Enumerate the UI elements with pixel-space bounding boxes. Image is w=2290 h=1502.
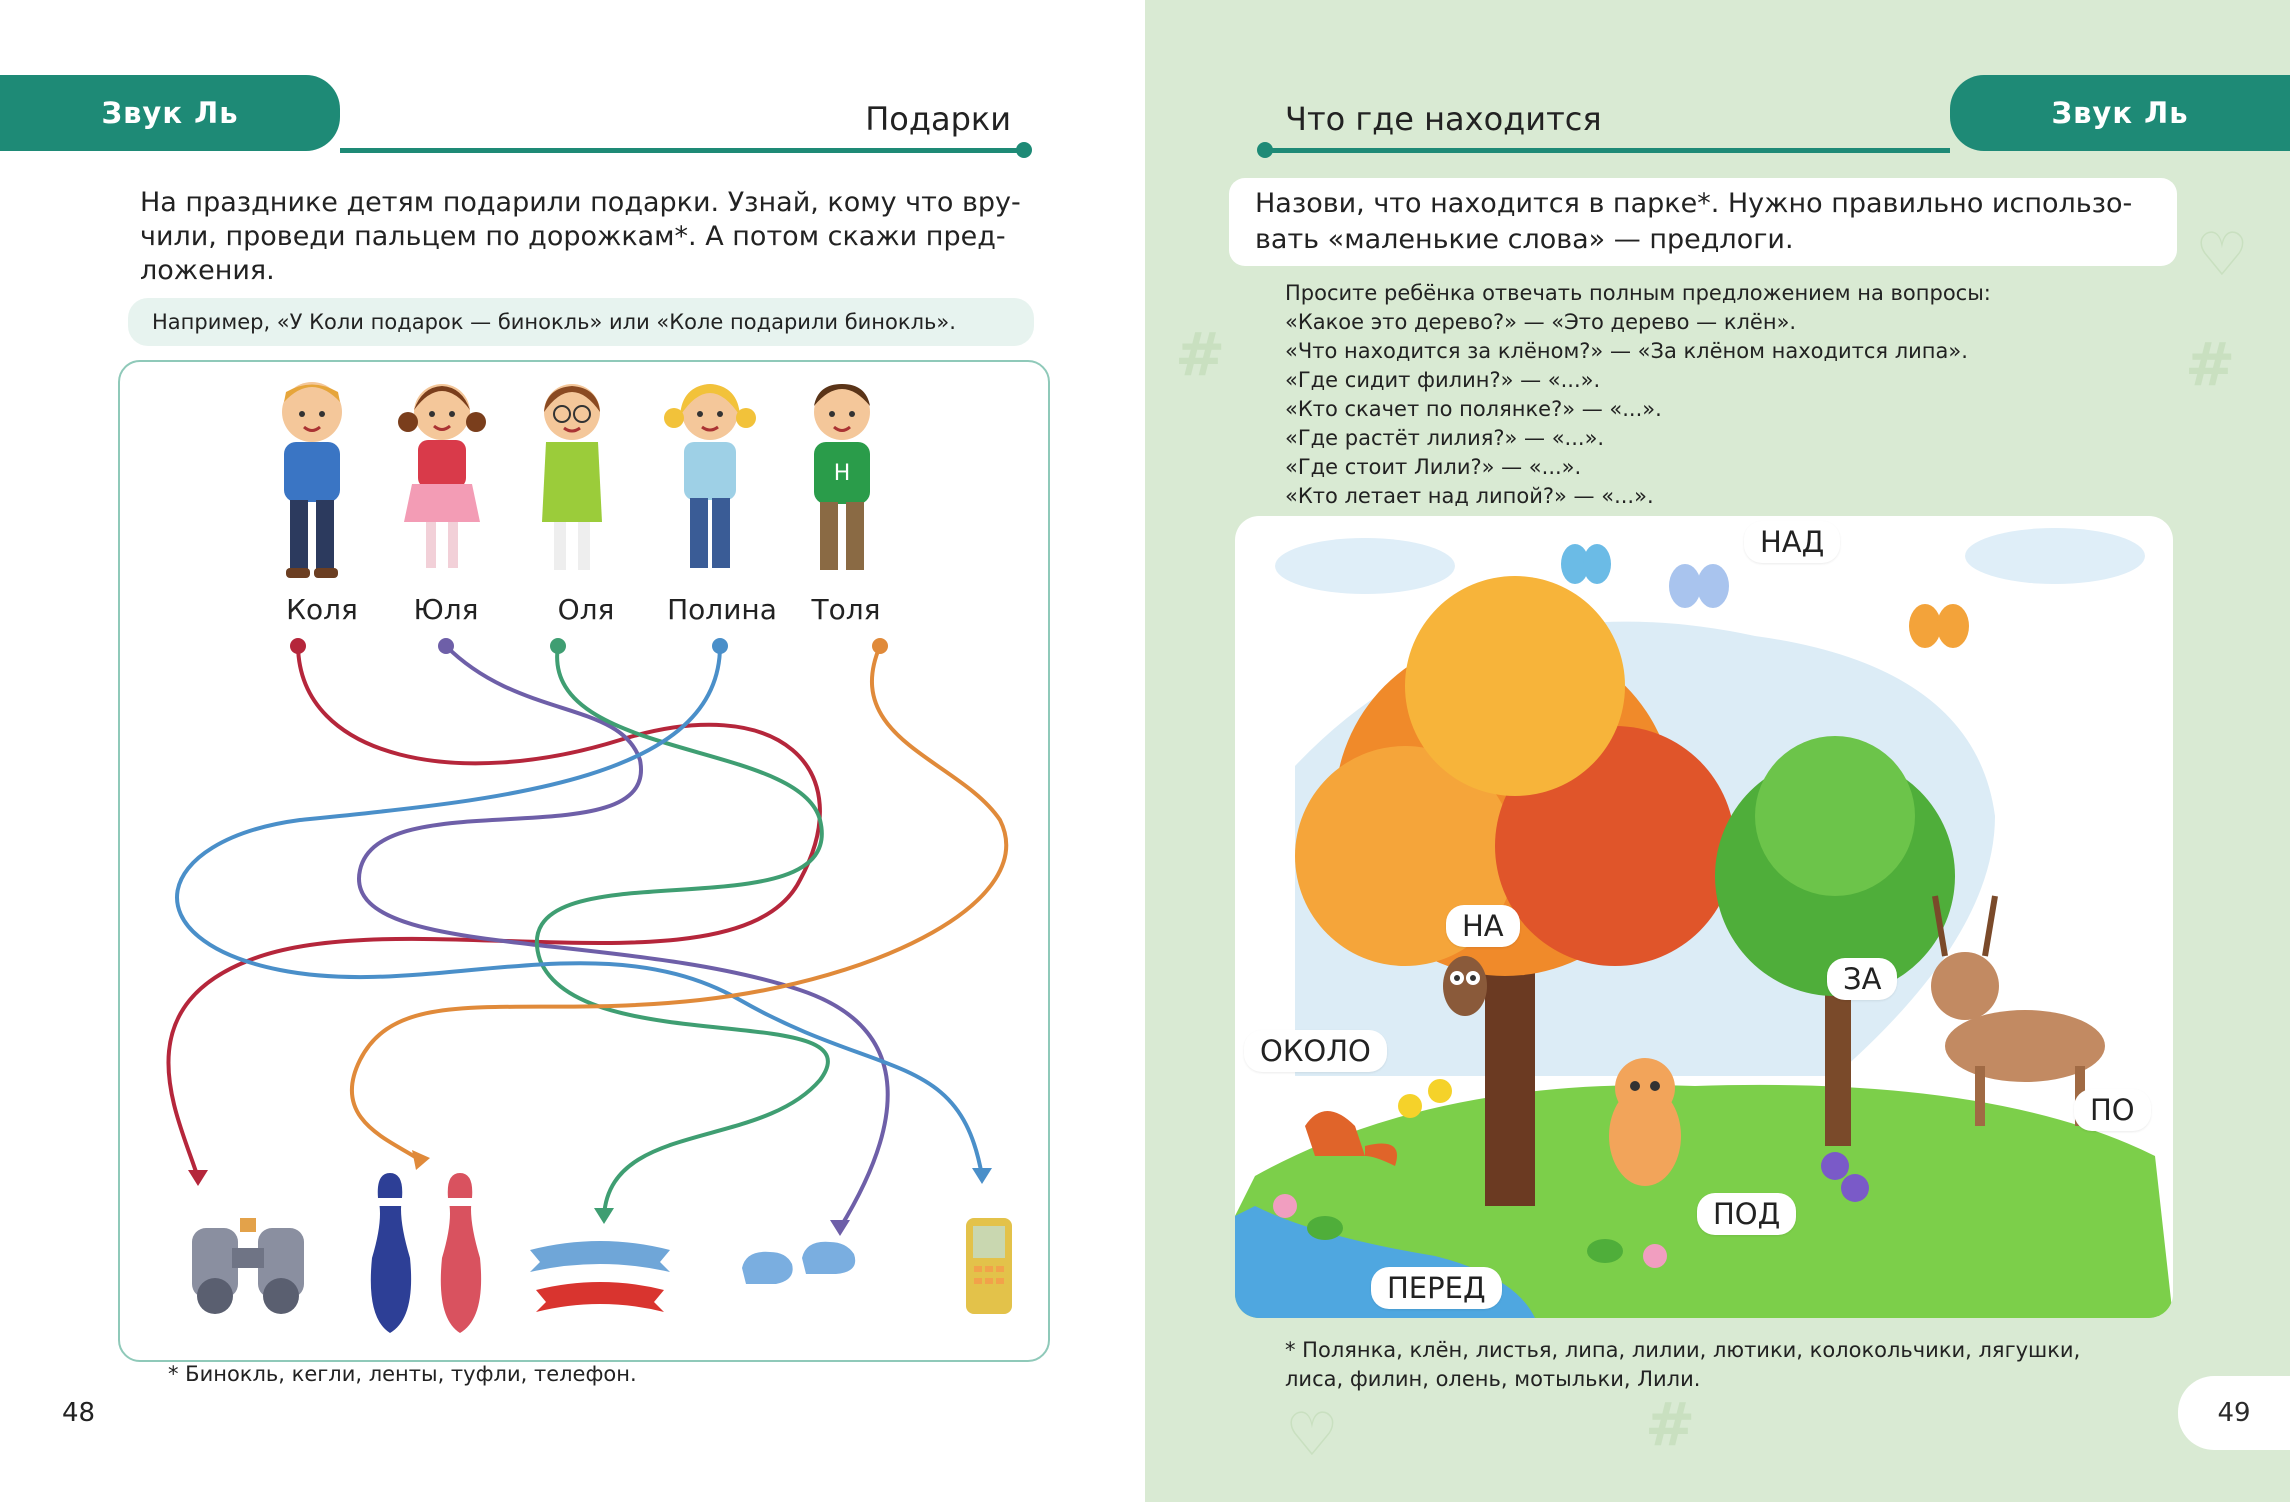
path-start-dot <box>712 638 728 654</box>
preposition-label-nad: НАД <box>1744 521 1840 563</box>
preposition-label-na: НА <box>1446 905 1520 947</box>
background-doodle: ♡ <box>1285 1400 1339 1470</box>
butterfly <box>1909 604 1969 648</box>
page-number-right: 49 <box>2178 1376 2290 1450</box>
task-line: вать «маленькие слова» — предлоги. <box>1255 224 1794 255</box>
right-page <box>1145 0 2290 1502</box>
path-start-dot <box>872 638 888 654</box>
task-text-right <box>1229 178 2177 266</box>
background-doodle: # <box>2185 330 2236 400</box>
section-tab-left: Звук Ль <box>0 75 340 151</box>
skittles-illustration <box>360 1168 500 1338</box>
instruction-line: «Где растёт лилия?» — «...». <box>1285 426 1605 450</box>
background-doodle: ♡ <box>2195 220 2249 290</box>
kid-name-yulya: Юля <box>413 593 479 626</box>
background-doodle: # <box>1645 1390 1696 1460</box>
instruction-line: «Кто скачет по полянке?» — «...». <box>1285 397 1662 421</box>
parent-instructions <box>1285 279 1991 511</box>
maze-path-kolya <box>168 646 819 1178</box>
butterfly <box>1561 544 1611 584</box>
instruction-line: «Что находится за клёном?» — «За клёном находится липа». <box>1285 339 1968 363</box>
instruction-line: «Где стоит Лили?» — «...». <box>1285 455 1582 479</box>
phone-illustration <box>964 1216 1014 1316</box>
path-arrow <box>412 1150 430 1170</box>
heading-rule-dot-right <box>1257 142 1273 158</box>
svg-text:H: H <box>833 461 851 486</box>
section-tab-right: Звук Ль <box>1950 75 2290 151</box>
task-line: чили, проведи пальцем по дорожкам*. А потом скажи пред- <box>140 221 1006 252</box>
page-title-right: Что где находится <box>1285 100 1602 138</box>
binoculars-illustration <box>184 1208 314 1318</box>
footnote-line: лиса, филин, олень, мотыльки, Лили. <box>1285 1367 1701 1391</box>
kid-name-olya: Оля <box>557 593 615 626</box>
kid-name-polina: Полина <box>667 593 777 626</box>
ribbons-illustration <box>520 1232 680 1316</box>
maze-path-olya <box>537 646 828 1216</box>
kid-name-tolya: Толя <box>811 593 881 626</box>
instruction-line: «Кто летает над липой?» — «...». <box>1285 484 1654 508</box>
heading-rule-right <box>1265 148 1950 153</box>
kid-name-kolya: Коля <box>286 593 358 626</box>
butterfly <box>1669 564 1729 608</box>
shoes-illustration <box>736 1228 876 1298</box>
background-doodle: # <box>1175 320 1226 390</box>
preposition-label-za: ЗА <box>1827 958 1897 1000</box>
dragon-lili <box>1609 1058 1681 1186</box>
maze-path-polina <box>177 646 982 1176</box>
task-line: Назови, что находится в парке*. Нужно правильно использо- <box>1255 188 2133 219</box>
preposition-label-pered: ПЕРЕД <box>1371 1267 1502 1309</box>
instruction-line: «Где сидит филин?» — «...». <box>1285 368 1601 392</box>
instruction-line: «Какое это дерево?» — «Это дерево — клён». <box>1285 310 1797 334</box>
page-number-left: 48 <box>62 1398 96 1428</box>
preposition-label-pod: ПОД <box>1697 1193 1796 1235</box>
page-title-left: Подарки <box>865 100 1011 138</box>
path-start-dot <box>438 638 454 654</box>
footnote-right <box>1285 1336 2080 1394</box>
preposition-label-okolo: ОКОЛО <box>1244 1030 1387 1072</box>
path-arrow <box>188 1170 208 1186</box>
maze-path-yulya <box>359 646 888 1228</box>
path-start-dot <box>550 638 566 654</box>
preposition-label-po: ПО <box>2074 1089 2151 1131</box>
footnote-line: * Полянка, клён, листья, липа, лилии, лютики, колокольчики, лягушки, <box>1285 1338 2081 1362</box>
maze-path-tolya <box>352 646 1006 1160</box>
path-arrow <box>972 1168 992 1184</box>
instruction-line: Просите ребёнка отвечать полным предложением на вопросы: <box>1285 281 1991 305</box>
path-arrow <box>594 1208 614 1224</box>
task-line: ложения. <box>140 255 275 286</box>
example-hint: Например, «У Коли подарок — бинокль» или «Коле подарили бинокль». <box>128 298 1034 346</box>
task-line: На празднике детям подарили подарки. Узнай, кому что вру- <box>140 187 1021 218</box>
path-start-dot <box>290 638 306 654</box>
footnote-left: * Бинокль, кегли, ленты, туфли, телефон. <box>168 1362 637 1386</box>
owl <box>1443 956 1487 1016</box>
